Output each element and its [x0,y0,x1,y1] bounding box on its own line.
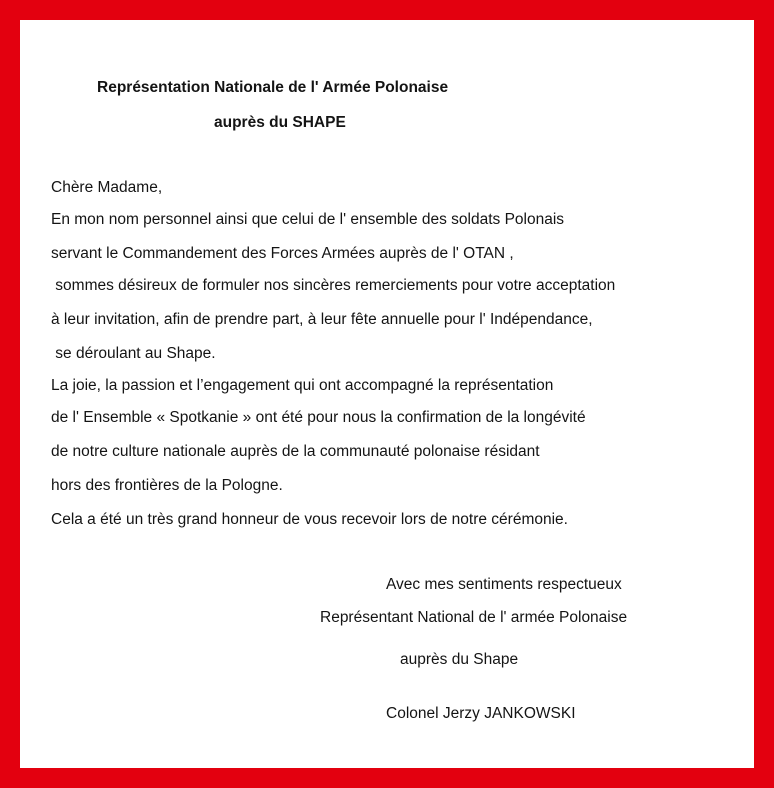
body-line: Cela a été un très grand honneur de vous recevoir lors de notre cérémonie. [51,511,568,528]
signature-name: Colonel Jerzy JANKOWSKI [386,705,576,722]
closing-line-2: Représentant National de l' armée Polonaise [320,609,628,626]
body-line: à leur invitation, afin de prendre part, à leur fête annuelle pour l' Indépendance, [51,311,593,328]
body-line: servant le Commandement des Forces Armées auprès de l' OTAN , [51,245,514,262]
body-line: hors des frontières de la Pologne. [51,477,283,494]
letter-page [20,20,754,768]
salutation: Chère Madame, [51,179,163,196]
body-line: se déroulant au Shape. [51,345,216,362]
closing-line-3: auprès du Shape [400,651,519,668]
body-line: La joie, la passion et l’engagement qui ont accompagné la représentation [51,377,554,394]
body-line: de l' Ensemble « Spotkanie » ont été pour nous la confirmation de la longévité [51,409,586,426]
letter-heading-line-1: Représentation Nationale de l' Armée Polonaise [97,79,449,96]
body-line: de notre culture nationale auprès de la communauté polonaise résidant [51,443,540,460]
body-line: En mon nom personnel ainsi que celui de l' ensemble des soldats Polonais [51,211,565,228]
body-line: sommes désireux de formuler nos sincères remerciements pour votre acceptation [51,277,616,294]
letter-heading-line-2: auprès du SHAPE [214,114,346,131]
closing-line-1: Avec mes sentiments respectueux [386,576,622,593]
